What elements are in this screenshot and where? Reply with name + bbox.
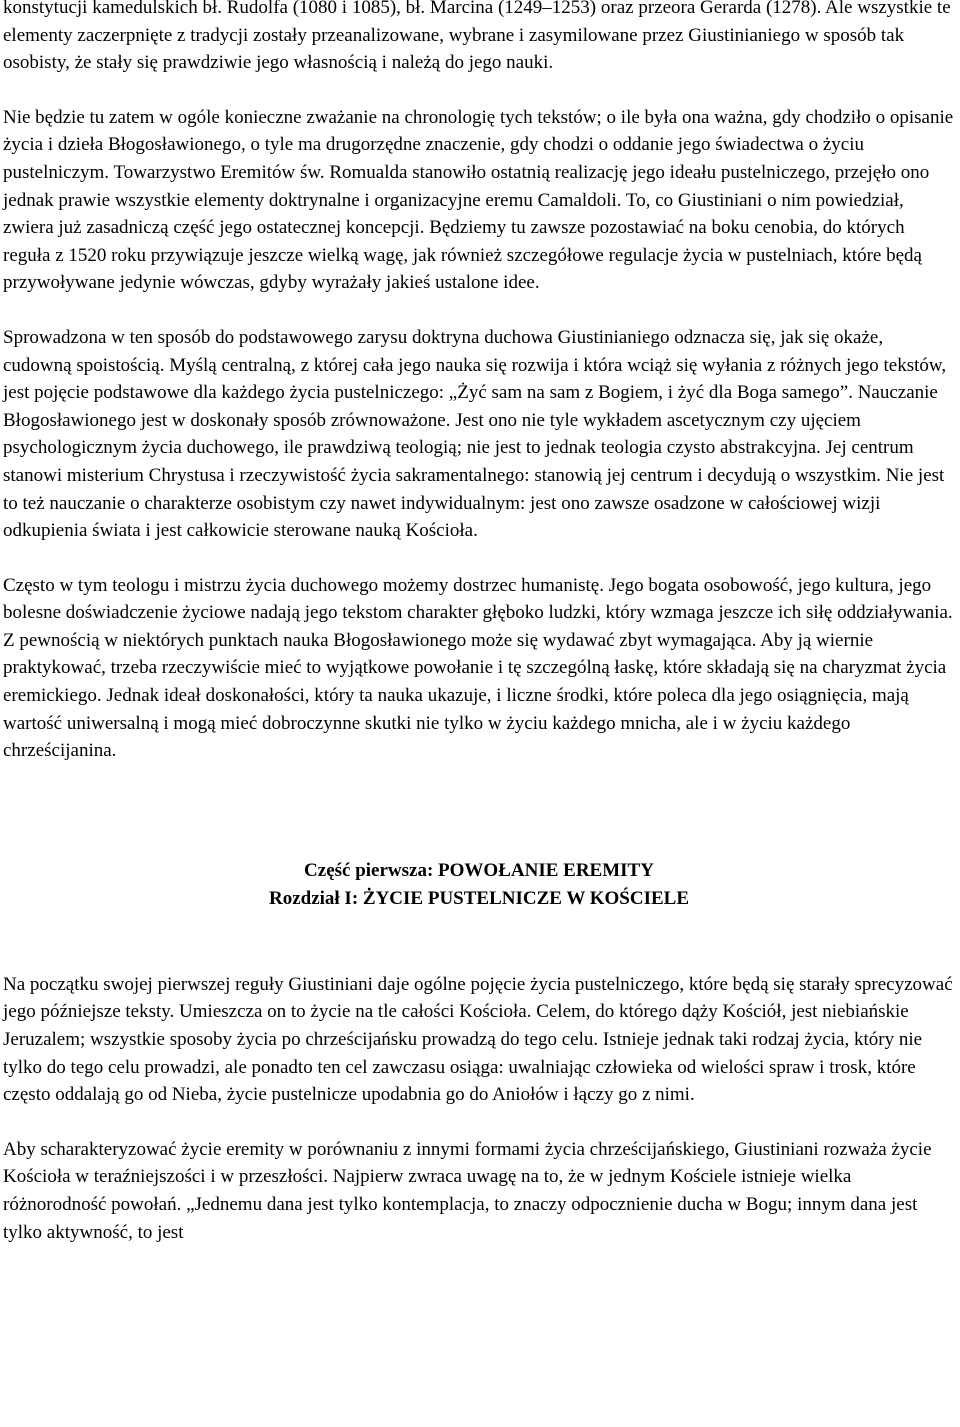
chapter-heading: Rozdział I: ŻYCIE PUSTELNICZE W KOŚCIELE (268, 887, 690, 909)
paragraph-1: konstytucji kamedulskich bł. Rudolfa (1080 i 1085), bł. Marcina (1249–1253) oraz przeora Gerarda (1278). Ale wszystkie te elementy zaczerpnięte z tradycji zostały przeanalizowane, wybrane i zasymilowane przez Giustinianiego w sposób tak osobisty, że stały się prawdziwie jego własnością i należą do jego nauki. (3, 0, 951, 74)
part-heading: Część pierwsza: POWOŁANIE EREMITY (304, 859, 654, 881)
chapter-heading-block (3, 857, 955, 913)
document-page (3, 0, 955, 1246)
paragraph-4: Często w tym teologu i mistrzu życia duchowego możemy dostrzec humanistę. Jego bogata osobowość, jego kultura, jego bolesne doświadczenie życiowe nadają jego tekstom charakter głęboko ludzki, który wzmaga jeszcze ich siłę oddziaływania. Z pewnością w niektórych punktach nauka Błogosławionego może się wydawać zbyt wymagająca. Aby ją wiernie praktykować, trzeba rzeczywiście mieć to wyjątkowe powołanie i tę szczególną łaskę, które składają się na charyzmat życia eremickiego. Jednak ideał doskonałości, który ta nauka ukazuje, i liczne środki, które poleca dla jego osiągnięcia, mają wartość uniwersalną i mogą mieć dobroczynne skutki nie tylko w życiu każdego mnicha, ale i w życiu każdego chrześcijanina. (3, 574, 953, 762)
chapter-paragraph-1: Na początku swojej pierwszej reguły Giustiniani daje ogólne pojęcie życia pustelniczego, które będą się starały sprecyzować jego późniejsze teksty. Umieszcza on to życie na tle całości Kościoła. Celem, do którego dąży Kościół, jest niebiańskie Jeruzalem; wszystkie sposoby życia po chrześcijańsku prowadzą do tego celu. Istnieje jednak taki rodzaj życia, który nie tylko do tego celu prowadzi, ale ponadto ten cel zawczasu osiąga: uwalniając człowieka od wielości spraw i trosk, które często oddalają go od Nieba, życie pustelnicze upodabnia go do Aniołów i łączy go z nimi. (3, 973, 953, 1106)
chapter-paragraph-2: Aby scharakteryzować życie eremity w porównaniu z innymi formami życia chrześcijańskiego, Giustiniani rozważa życie Kościoła w teraźniejszości i w przeszłości. Najpierw zwraca uwagę na to, że w jednym Kościele istnieje wielka różnorodność powołań. „Jednemu dana jest tylko kontemplacja, to znaczy odpocznienie ducha w Bogu; innym dana jest tylko aktywność, to jest (3, 1138, 932, 1243)
paragraph-2: Nie będzie tu zatem w ogóle konieczne zważanie na chronologię tych tekstów; o ile była ona ważna, gdy chodziło o opisanie życia i dzieła Błogosławionego, o tyle ma drugorzędne znaczenie, gdy chodzi o oddanie jego świadectwa o życiu pustelniczym. Towarzystwo Eremitów św. Romualda stanowiło ostatnią realizację jego ideału pustelniczego, przejęło ono jednak prawie wszystkie elementy doktrynalne i organizacyjne eremu Camaldoli. To, co Giustiniani o nim powiedział, zwiera już zasadniczą część jego ostatecznej koncepcji. Będziemy tu zawsze pozostawiać na boku cenobia, do których reguła z 1520 roku przywiązuje jeszcze wielką wagę, jak również szczegółowe regulacje życia w pustelniach, które będą przywoływane jedynie wówczas, gdyby wyrażały jakieś ustalone idee. (3, 106, 954, 294)
paragraph-3: Sprowadzona w ten sposób do podstawowego zarysu doktryna duchowa Giustinianiego odznacza się, jak się okaże, cudowną spoistością. Myślą centralną, z której cała jego nauka się rozwija i która wciąż się wyłania z różnych jego tekstów, jest pojęcie podstawowe dla każdego życia pustelniczego: „Żyć sam na sam z Bogiem, i żyć dla Boga samego”. Nauczanie Błogosławionego jest w doskonały sposób zrównoważone. Jest ono nie tyle wykładem ascetycznym czy ujęciem psychologicznym życia duchowego, ile prawdziwą teologią; nie jest to jednak teologia czysto abstrakcyjna. Jej centrum stanowi misterium Chrystusa i rzeczywistość życia sakramentalnego: stanowią jej centrum i decydują o wszystkim. Nie jest to też nauczanie o charakterze osobistym czy nawet indywidualnym: jest ono zawsze osadzone w całościowej wizji odkupienia świata i jest całkowicie sterowane nauką Kościoła. (3, 326, 947, 542)
